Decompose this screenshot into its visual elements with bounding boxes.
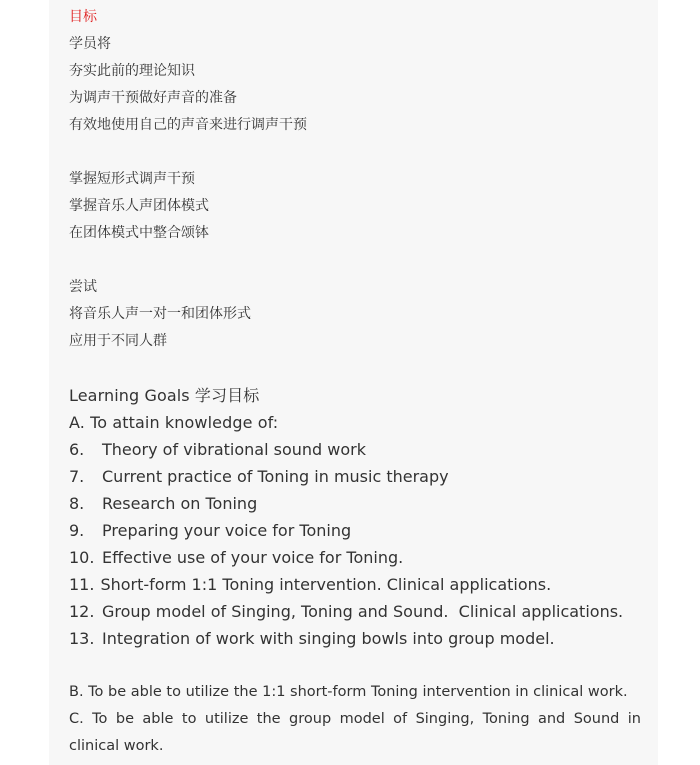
- goal-item: [69, 625, 641, 652]
- section-c-text: C. To be able to utilize the group model of Singing, Toning and Sound in clinical work.: [69, 711, 641, 754]
- goal-number: 10.: [69, 548, 95, 567]
- goal-text: Effective use of your voice for Toning.: [102, 548, 404, 567]
- goal-number: 8.: [69, 494, 85, 513]
- cn-line: 有效地使用自己的声音来进行调声干预: [69, 117, 307, 133]
- cn-line: 将音乐人声一对一和团体形式: [69, 306, 251, 322]
- learning-goals-heading: Learning Goals 学习目标: [69, 386, 260, 405]
- goal-text: Theory of vibrational sound work: [102, 440, 366, 459]
- spacer: [69, 355, 641, 382]
- spacer: [69, 247, 641, 274]
- goal-text: Preparing your voice for Toning: [102, 521, 352, 540]
- goal-text: Research on Toning: [102, 494, 258, 513]
- goal-number: 12.: [69, 602, 95, 621]
- goal-item: [69, 517, 641, 544]
- goal-text: Integration of work with singing bowls into group model.: [102, 629, 555, 648]
- cn-line: 掌握短形式调声干预: [69, 171, 195, 187]
- goal-number: 11.: [69, 575, 95, 594]
- goal-number: 7.: [69, 467, 85, 486]
- article-body: [69, 4, 641, 760]
- section-b-text: B. To be able to utilize the 1:1 short-form Toning intervention in clinical work.: [69, 684, 628, 700]
- cn-line: 尝试: [69, 279, 97, 295]
- goal-item: [69, 544, 641, 571]
- cn-line: 在团体模式中整合颂钵: [69, 225, 209, 241]
- cn-line: 为调声干预做好声音的准备: [69, 90, 237, 106]
- cn-line: 掌握音乐人声团体模式: [69, 198, 209, 214]
- goal-number: 13.: [69, 629, 95, 648]
- goal-item: [69, 490, 641, 517]
- cn-line: 夯实此前的理论知识: [69, 63, 195, 79]
- goal-text: Group model of Singing, Toning and Sound. Clinical applications.: [102, 602, 624, 621]
- goal-number: 9.: [69, 521, 85, 540]
- cn-line: 学员将: [69, 36, 111, 52]
- spacer: [69, 139, 641, 166]
- goal-text: Short-form 1:1 Toning intervention. Clinical applications.: [100, 575, 552, 594]
- spacer: [69, 652, 641, 679]
- goal-item: [69, 571, 641, 598]
- goal-item: [69, 598, 641, 625]
- goals-title-cn: 目标: [69, 9, 97, 25]
- goal-item: [69, 436, 641, 463]
- cn-line: 应用于不同人群: [69, 333, 167, 349]
- goal-item: [69, 463, 641, 490]
- goal-number: 6.: [69, 440, 85, 459]
- goal-text: Current practice of Toning in music therapy: [102, 467, 449, 486]
- section-a-heading: A. To attain knowledge of:: [69, 413, 279, 432]
